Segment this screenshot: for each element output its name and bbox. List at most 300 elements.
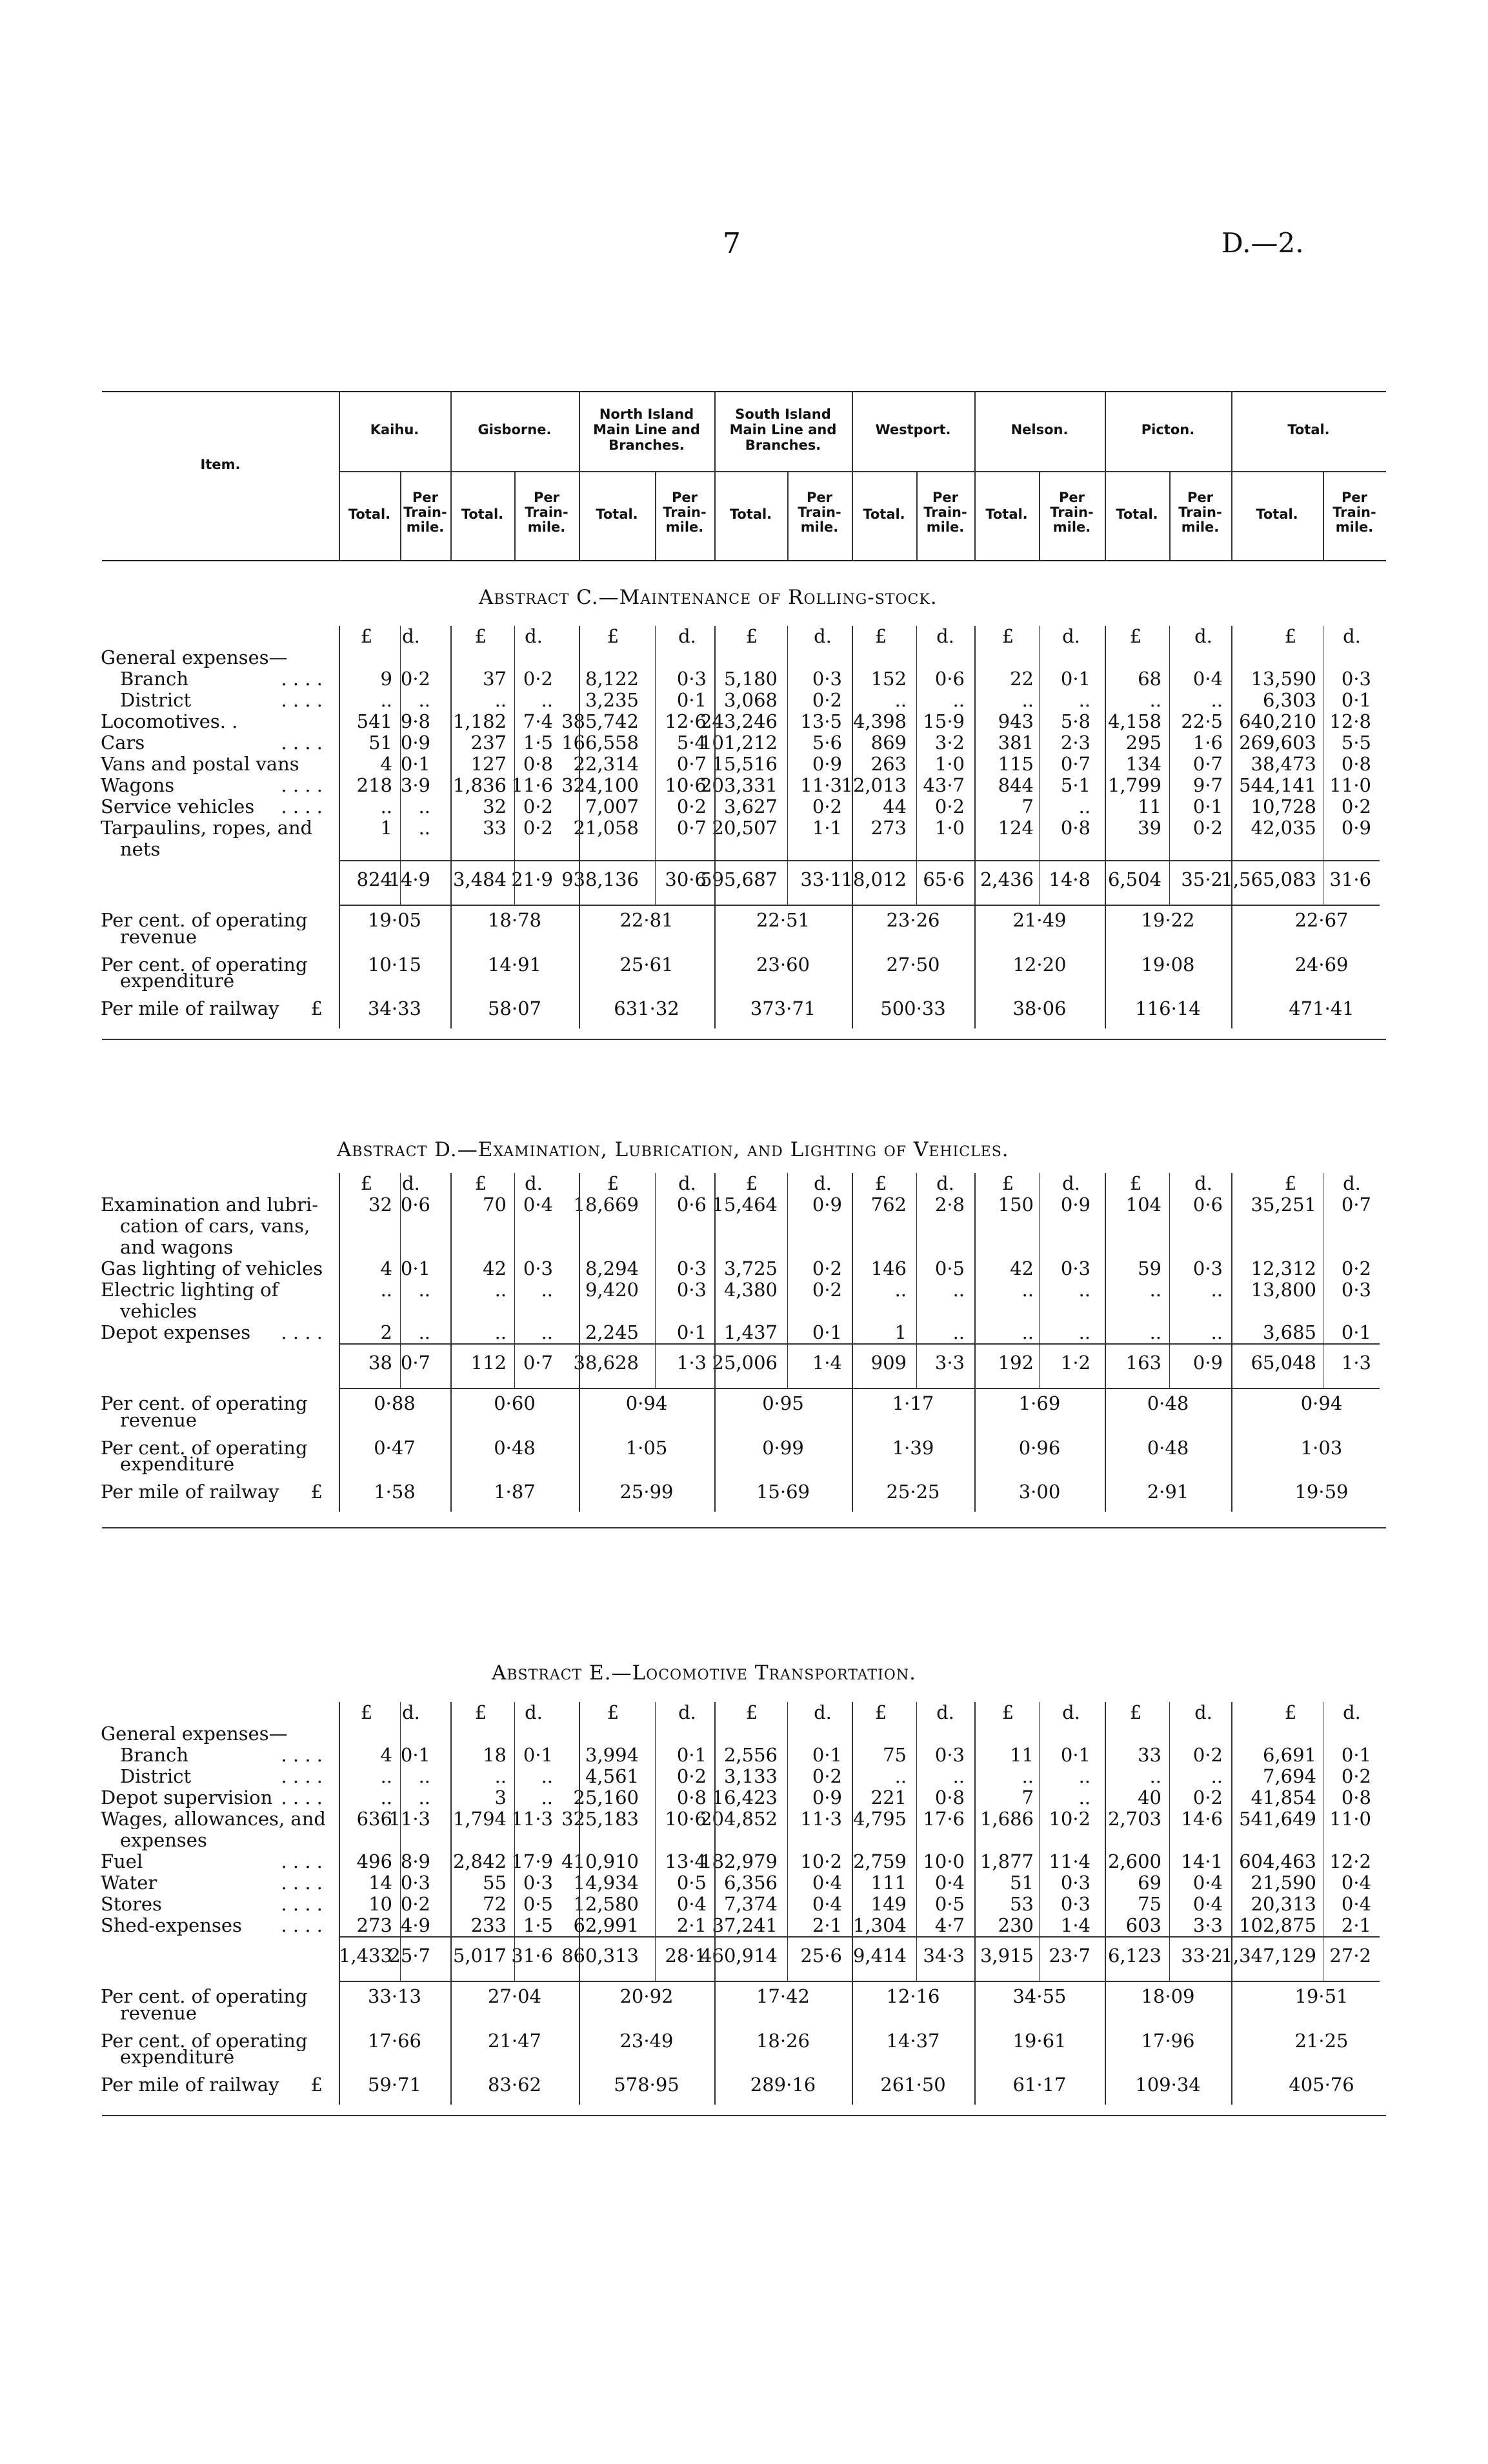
abstractE-total-cell: 3,915 <box>980 1945 1034 1967</box>
abstractE-cell: 0·1 <box>676 1744 707 1766</box>
abstractD-cell: 42 <box>483 1257 507 1279</box>
abstractE-stat-unit: £ <box>310 2074 323 2096</box>
abstractE-stat-cell: 109·34 <box>1135 2074 1201 2096</box>
abstractD-unit: £ <box>1284 1172 1297 1194</box>
abstractE-stat-cell: 12·16 <box>886 1985 940 2007</box>
abstractC-stat-cell: 38·06 <box>1012 997 1067 1020</box>
abstractC-cell: 381 <box>998 732 1034 754</box>
abstractE-total-cell: 33·2 <box>1181 1945 1223 1967</box>
abstractD-stat-row <box>0 1481 1488 1502</box>
abstractC-cell: 15·9 <box>923 710 965 732</box>
abstractC-cell: 0·1 <box>1060 668 1091 690</box>
abstractC-unit: d. <box>525 625 543 647</box>
abstractC-unit: £ <box>745 625 758 647</box>
abstractE-cell: 14·6 <box>1181 1808 1223 1830</box>
abstractE-unit: d. <box>1062 1701 1080 1723</box>
abstractD-total-cell: 0·9 <box>1192 1352 1223 1374</box>
abstractD-unit: d. <box>814 1172 832 1194</box>
abstractD-cell: 0·3 <box>1341 1279 1371 1301</box>
abstractC-cell: 269,603 <box>1239 732 1316 754</box>
abstractE-row-label-continued: expenses <box>120 1830 207 1850</box>
abstractC-stat-cell: 19·08 <box>1141 953 1195 976</box>
abstractC-cell: 13·5 <box>800 710 842 732</box>
abstractE-cell: 0·1 <box>1060 1744 1091 1766</box>
abstractE-cell: 6,356 <box>723 1872 778 1894</box>
abstractC-cell: 12,013 <box>841 774 907 796</box>
abstractC-cell: 1·0 <box>934 817 965 839</box>
abstractC-totals-bottom-rule <box>339 905 1380 906</box>
abstractD-subcolumn-line <box>400 1173 401 1388</box>
abstractC-leader-dots: . . . . <box>281 689 323 711</box>
abstractC-stat-cell: 22·51 <box>756 909 810 931</box>
abstractC-stat-cell: 10·15 <box>367 953 422 976</box>
abstractE-cell: 230 <box>998 1914 1034 1936</box>
abstractE-cell: 325,183 <box>561 1808 639 1830</box>
abstractE-cell: .. <box>541 1765 553 1787</box>
abstractE-stat-cell: 34·55 <box>1012 1985 1067 2007</box>
abstractC-cell: 10,728 <box>1251 796 1316 817</box>
abstractD-cell: 0·3 <box>1060 1257 1091 1279</box>
abstractC-cell: 22 <box>1010 668 1034 690</box>
abstractC-row <box>0 711 1488 732</box>
abstractE-unit: d. <box>678 1701 696 1723</box>
abstractC-row-label: Tarpaulins, ropes, and <box>101 817 313 838</box>
abstractE-cell: 0·8 <box>934 1787 965 1808</box>
abstractC-cell: 124 <box>998 817 1034 839</box>
abstractC-row-label: Vans and postal vans <box>101 754 299 774</box>
abstractD-cell: 1 <box>894 1321 907 1343</box>
abstractE-group-line <box>852 1702 853 2105</box>
abstractE-cell: .. <box>1211 1765 1223 1787</box>
abstractE-cell: 17·9 <box>511 1850 553 1872</box>
abstractD-unit: £ <box>1129 1172 1142 1194</box>
abstractD-total-cell: 112 <box>470 1352 507 1374</box>
abstractC-cell: 4,158 <box>1107 710 1161 732</box>
abstractD-units-row <box>0 1173 1488 1194</box>
header-subcolumn-separator <box>400 471 401 560</box>
abstractD-stat-label-continued: revenue <box>120 1409 197 1430</box>
abstractD-cell: .. <box>1211 1321 1223 1343</box>
abstractD-cell: 0·3 <box>1192 1257 1223 1279</box>
abstractD-stat-cell: 2·91 <box>1147 1481 1189 1503</box>
abstractE-cell: 10·2 <box>1049 1808 1091 1830</box>
abstractC-stat-cell: 500·33 <box>880 997 946 1020</box>
abstractD-total-cell: 25,006 <box>712 1352 778 1374</box>
abstractC-stat-label-continued: expenditure <box>120 970 235 992</box>
abstractC-cell: 0·3 <box>676 668 707 690</box>
abstractD-unit: d. <box>1343 1172 1361 1194</box>
abstractD-cell: 32 <box>368 1194 392 1216</box>
abstractE-cell: 233 <box>470 1914 507 1936</box>
abstractE-cell: 0·5 <box>934 1893 965 1915</box>
abstractC-cell: .. <box>952 689 965 711</box>
abstractE-stat-cell: 578·95 <box>614 2074 679 2096</box>
abstractC-cell: 115 <box>998 753 1034 775</box>
abstractD-stat-cell: 1·05 <box>625 1436 668 1459</box>
abstractC-cell: 51 <box>368 732 392 754</box>
abstractC-units-row <box>0 626 1488 646</box>
abstractD-total-cell: 909 <box>870 1352 907 1374</box>
abstractC-stat-row-continued <box>0 927 1488 947</box>
abstractD-cell: 0·2 <box>812 1279 842 1301</box>
abstractD-group-line <box>852 1173 853 1512</box>
page-number: 7 <box>723 227 741 260</box>
abstractE-total-cell: 25·7 <box>388 1945 430 1967</box>
abstractC-subcolumn-line <box>655 626 656 905</box>
abstractE-unit: £ <box>1284 1701 1297 1723</box>
abstractC-cell: 13,590 <box>1251 668 1316 690</box>
abstractE-subcolumn-line <box>916 1702 917 1981</box>
abstractC-cell: .. <box>418 689 430 711</box>
abstractD-cell: 0·3 <box>676 1257 707 1279</box>
abstractE-cell: 1,794 <box>452 1808 507 1830</box>
abstractD-group-line <box>1105 1173 1106 1512</box>
abstractC-row <box>0 647 1488 668</box>
abstractD-cell: 3,685 <box>1262 1321 1316 1343</box>
abstractD-totals-rule <box>339 1343 1380 1345</box>
abstractC-stat-cell: 18·78 <box>487 909 542 931</box>
abstractE-leader-dots: . . . . <box>281 1893 323 1915</box>
abstractD-cell: 3,725 <box>723 1257 778 1279</box>
abstractE-cell: .. <box>1078 1787 1091 1808</box>
abstractC-cell: 295 <box>1125 732 1161 754</box>
abstractC-cell: 11·3 <box>800 774 842 796</box>
abstractC-cell: 5·6 <box>812 732 842 754</box>
abstractC-stat-cell: 12·20 <box>1012 953 1067 976</box>
abstractD-cell: 0·2 <box>1341 1257 1371 1279</box>
header-group-2: North Island Main Line and Branches. <box>593 406 700 453</box>
abstractC-unit: d. <box>814 625 832 647</box>
abstractD-cell: 42 <box>1010 1257 1034 1279</box>
abstractE-cell: 2·1 <box>812 1914 842 1936</box>
abstractC-stat-cell: 24·69 <box>1294 953 1349 976</box>
abstractE-cell: 0·2 <box>812 1765 842 1787</box>
abstractD-cell: 1,437 <box>723 1321 778 1343</box>
abstractE-cell: 603 <box>1125 1914 1161 1936</box>
abstractE-total-cell: 5,017 <box>452 1945 507 1967</box>
abstractC-cell: 0·9 <box>812 753 842 775</box>
header-group-separator <box>339 391 340 560</box>
abstractE-total-cell: 23·7 <box>1049 1945 1091 1967</box>
abstractC-total-cell: 31·6 <box>1329 868 1371 890</box>
abstractE-totals-bottom-rule <box>339 1981 1380 1982</box>
header-subcolumn-separator <box>655 471 656 560</box>
abstractC-cell: 0·2 <box>812 689 842 711</box>
abstractC-cell: 5·1 <box>1060 774 1091 796</box>
abstractE-cell: 2,600 <box>1107 1850 1161 1872</box>
abstractD-stat-cell: 0·48 <box>494 1436 536 1459</box>
abstractC-cell: 0·1 <box>1192 796 1223 817</box>
abstractC-cell: 0·6 <box>934 668 965 690</box>
abstractC-cell: 0·3 <box>1341 668 1371 690</box>
abstractD-unit: £ <box>607 1172 619 1194</box>
header-item-label: Item. <box>200 457 241 472</box>
abstractE-cell: .. <box>894 1765 907 1787</box>
abstractE-subcolumn-line <box>514 1702 515 1981</box>
abstractE-cell: 75 <box>883 1744 907 1766</box>
abstractE-cell: 0·4 <box>812 1872 842 1894</box>
abstractC-cell: 263 <box>870 753 907 775</box>
abstractC-stat-unit: £ <box>310 997 323 1020</box>
header-per-train-mile-label: Per Train-mile. <box>663 490 707 535</box>
abstractE-cell: 4 <box>380 1744 392 1766</box>
abstractC-cell: 44 <box>883 796 907 817</box>
abstractE-row <box>0 1851 1488 1872</box>
abstractC-cell: .. <box>418 796 430 817</box>
abstractE-cell: 0·4 <box>1192 1893 1223 1915</box>
abstractE-leader-dots: . . . . <box>281 1850 323 1872</box>
abstractD-stat-row-continued <box>0 1454 1488 1474</box>
abstractE-group-line <box>579 1702 580 2105</box>
abstractE-stat-row <box>0 2074 1488 2095</box>
abstractE-cell: 0·3 <box>523 1872 553 1894</box>
abstractC-stat-label: Per cent. of operating <box>101 910 308 930</box>
abstractE-cell: 21,590 <box>1251 1872 1316 1894</box>
abstractE-stat-cell: 59·71 <box>367 2074 422 2096</box>
abstractE-cell: 51 <box>1010 1872 1034 1894</box>
abstractC-cell: 22,314 <box>573 753 639 775</box>
abstractE-unit: d. <box>1343 1701 1361 1723</box>
abstractD-cell: 0·1 <box>400 1257 430 1279</box>
abstractC-row <box>0 754 1488 774</box>
abstractC-total-cell: 3,484 <box>452 868 507 890</box>
abstractE-cell: 2,759 <box>852 1850 907 1872</box>
abstractD-stat-label: Per cent. of operating <box>101 1393 308 1414</box>
abstractD-stat-cell: 0·96 <box>1018 1436 1061 1459</box>
abstractC-cell: 12·6 <box>665 710 707 732</box>
abstractD-stat-cell: 0·48 <box>1147 1392 1189 1414</box>
abstractD-unit: d. <box>402 1172 420 1194</box>
header-subcolumn-separator <box>916 471 918 560</box>
abstractD-cell: 0·1 <box>1341 1321 1371 1343</box>
abstractE-cell: .. <box>1149 1765 1161 1787</box>
abstractC-cell: 11 <box>1138 796 1161 817</box>
abstractD-row-continued <box>0 1216 1488 1236</box>
abstractD-cell: .. <box>952 1279 965 1301</box>
header-group-separator <box>1105 391 1106 560</box>
abstractD-cell: .. <box>494 1321 507 1343</box>
abstractE-unit: d. <box>402 1701 420 1723</box>
abstractE-row-label: Water <box>101 1872 157 1893</box>
header-total-label: Total. <box>596 506 638 522</box>
abstractE-cell: 14 <box>368 1872 392 1894</box>
abstractE-group-line <box>339 1702 340 2105</box>
abstractE-cell: 0·8 <box>1341 1787 1371 1808</box>
header-subcolumn-separator <box>1039 471 1040 560</box>
abstractE-cell: 8·9 <box>400 1850 430 1872</box>
abstractD-cell: 104 <box>1125 1194 1161 1216</box>
abstractC-cell: 0·2 <box>523 796 553 817</box>
abstractE-total-cell: 9,414 <box>852 1945 907 1967</box>
abstractE-stat-cell: 17·66 <box>367 2029 422 2052</box>
abstractE-total-cell: 31·6 <box>511 1945 553 1967</box>
abstractE-row-label: Shed-expenses <box>101 1915 242 1936</box>
abstractE-stat-cell: 21·25 <box>1294 2029 1349 2052</box>
abstractD-cell: .. <box>1211 1279 1223 1301</box>
abstractE-leader-dots: . . . . <box>281 1914 323 1936</box>
abstractE-row <box>0 1787 1488 1808</box>
abstractC-unit: d. <box>1194 625 1212 647</box>
abstractE-cell: 11 <box>1010 1744 1034 1766</box>
abstractD-cell: .. <box>1149 1279 1161 1301</box>
abstractC-cell: 0·8 <box>523 753 553 775</box>
abstractC-cell: 9 <box>380 668 392 690</box>
header-group-7: Total. <box>1287 422 1330 437</box>
abstractD-cell: 15,464 <box>712 1194 778 1216</box>
abstractE-cell: 14·1 <box>1181 1850 1223 1872</box>
abstractD-row-label: Depot expenses <box>101 1322 251 1343</box>
abstractE-cell: 10·2 <box>800 1850 842 1872</box>
abstractE-stat-cell: 17·96 <box>1141 2029 1195 2052</box>
abstractC-cell: 4 <box>380 753 392 775</box>
header-group-separator <box>714 391 716 560</box>
abstractD-total-cell: 163 <box>1125 1352 1161 1374</box>
abstractC-group-line <box>450 626 452 1028</box>
abstractE-cell: 4·7 <box>934 1914 965 1936</box>
abstractE-row <box>0 1745 1488 1765</box>
abstractC-stat-cell: 21·49 <box>1012 909 1067 931</box>
abstractE-cell: 0·9 <box>812 1787 842 1808</box>
abstractE-cell: 41,854 <box>1251 1787 1316 1808</box>
abstractD-subcolumn-line <box>655 1173 656 1388</box>
abstractC-title-text: Abstract C.—Maintenance of Rolling-stock. <box>479 586 938 609</box>
abstractD-total-cell: 1·3 <box>1341 1352 1371 1374</box>
abstractD-group-line <box>974 1173 976 1512</box>
abstractE-stat-row-continued <box>0 2003 1488 2023</box>
abstractE-cell: 636 <box>356 1808 392 1830</box>
abstractC-cell: 5·4 <box>676 732 707 754</box>
abstractD-cell: 13,800 <box>1251 1279 1316 1301</box>
abstractD-stat-cell: 15·69 <box>756 1481 810 1503</box>
abstractC-cell: 0·1 <box>676 689 707 711</box>
abstractD-cell: 0·7 <box>1341 1194 1371 1216</box>
abstractC-unit: d. <box>936 625 954 647</box>
abstractE-cell: 0·8 <box>676 1787 707 1808</box>
abstractE-cell: 2·1 <box>1341 1914 1371 1936</box>
abstractE-cell: 604,463 <box>1239 1850 1316 1872</box>
abstractC-cell: 6,303 <box>1262 689 1316 711</box>
abstractE-row <box>0 1723 1488 1744</box>
abstractD-row-label: Electric lighting of <box>101 1279 279 1300</box>
header-per-train-mile-label: Per Train-mile. <box>1050 490 1094 535</box>
abstractC-row-label-continued: nets <box>120 839 161 859</box>
abstractD-row <box>0 1279 1488 1300</box>
abstractD-row <box>0 1194 1488 1215</box>
abstractC-stat-label: Per cent. of operating <box>101 954 308 975</box>
abstractE-cell: 75 <box>1138 1893 1161 1915</box>
header-total-label: Total. <box>985 506 1028 522</box>
abstractE-totals-row <box>0 1945 1488 1966</box>
abstractE-row <box>0 1894 1488 1914</box>
abstractD-unit: d. <box>1194 1172 1212 1194</box>
abstractD-cell: .. <box>952 1321 965 1343</box>
abstractC-cell: 20,507 <box>712 817 778 839</box>
abstractC-cell: 11·0 <box>1329 774 1371 796</box>
abstractE-cell: 0·4 <box>1341 1893 1371 1915</box>
abstractD-section-bottom-rule <box>102 1527 1386 1528</box>
abstractC-cell: 541 <box>356 710 392 732</box>
abstractC-row <box>0 690 1488 710</box>
abstractE-subcolumn-line <box>655 1702 656 1981</box>
abstractC-cell: 1,836 <box>452 774 507 796</box>
header-top-rule <box>102 391 1386 392</box>
abstractD-subcolumn-line <box>514 1173 515 1388</box>
abstractE-cell: 37,241 <box>712 1914 778 1936</box>
abstractE-stat-label: Per mile of railway <box>101 2074 279 2096</box>
abstractE-cell: 2,842 <box>452 1850 507 1872</box>
abstractD-row-label: Examination and lubri- <box>101 1194 319 1215</box>
abstractE-cell: 0·3 <box>1060 1872 1091 1894</box>
abstractE-total-cell: 1,433 <box>338 1945 392 1967</box>
abstractD-cell: 0·1 <box>676 1321 707 1343</box>
abstractD-cell: 9,420 <box>585 1279 639 1301</box>
abstractC-cell: 101,212 <box>700 732 778 754</box>
abstractE-stat-cell: 33·13 <box>367 1985 422 2007</box>
abstractC-total-cell: 35·2 <box>1181 868 1223 890</box>
abstractE-stat-cell: 21·47 <box>487 2029 542 2052</box>
abstractC-cell: 943 <box>998 710 1034 732</box>
abstractE-cell: .. <box>952 1765 965 1787</box>
abstractE-subcolumn-line <box>1169 1702 1170 1981</box>
abstractE-cell: 410,910 <box>561 1850 639 1872</box>
abstractE-cell: 3·3 <box>1192 1914 1223 1936</box>
abstractE-unit: £ <box>745 1701 758 1723</box>
header-per-train-mile-label: Per Train-mile. <box>403 490 447 535</box>
abstractE-cell: 0·2 <box>1192 1744 1223 1766</box>
abstractE-cell: 0·3 <box>934 1744 965 1766</box>
abstractD-stat-cell: 1·39 <box>892 1436 934 1459</box>
abstractD-unit: d. <box>936 1172 954 1194</box>
abstractD-cell: .. <box>541 1321 553 1343</box>
abstractC-cell: 3·9 <box>400 774 430 796</box>
abstractE-cell: 0·1 <box>400 1744 430 1766</box>
abstractE-cell: 221 <box>870 1787 907 1808</box>
abstractD-group-line <box>450 1173 452 1512</box>
abstractC-stat-label-continued: revenue <box>120 926 197 947</box>
abstractC-stat-cell: 19·22 <box>1141 909 1195 931</box>
abstractE-cell: 33 <box>1138 1744 1161 1766</box>
abstractD-stat-cell: 19·59 <box>1294 1481 1349 1503</box>
abstractC-cell: 166,558 <box>561 732 639 754</box>
abstractE-row <box>0 1872 1488 1893</box>
abstractC-row <box>0 817 1488 838</box>
abstractC-cell: 0·4 <box>1192 668 1223 690</box>
abstractC-unit: £ <box>474 625 487 647</box>
abstractC-cell: 15,516 <box>712 753 778 775</box>
abstractE-cell: 182,979 <box>700 1850 778 1872</box>
abstractC-unit: £ <box>1129 625 1142 647</box>
abstractC-row-label: Service vehicles <box>101 796 255 817</box>
abstractE-cell: 17·6 <box>923 1808 965 1830</box>
abstractD-cell: 0·1 <box>812 1321 842 1343</box>
abstractC-cell: 869 <box>870 732 907 754</box>
abstractC-stat-cell: 25·61 <box>619 953 674 976</box>
header-group-1: Gisborne. <box>478 422 552 437</box>
abstractC-row <box>0 732 1488 753</box>
abstractE-cell: 10·0 <box>923 1850 965 1872</box>
abstractE-unit: £ <box>607 1701 619 1723</box>
abstractD-stat-cell: 1·17 <box>892 1392 934 1414</box>
abstractE-unit: £ <box>360 1701 373 1723</box>
abstractD-subcolumn-line <box>1169 1173 1170 1388</box>
abstractC-cell: .. <box>1211 689 1223 711</box>
header-total-label: Total. <box>1116 506 1158 522</box>
abstractD-cell: 0·6 <box>676 1194 707 1216</box>
header-subcolumn-separator <box>787 471 789 560</box>
abstractC-total-cell: 65·6 <box>923 868 965 890</box>
abstractC-cell: .. <box>894 689 907 711</box>
abstractE-cell: 0·2 <box>1192 1787 1223 1808</box>
